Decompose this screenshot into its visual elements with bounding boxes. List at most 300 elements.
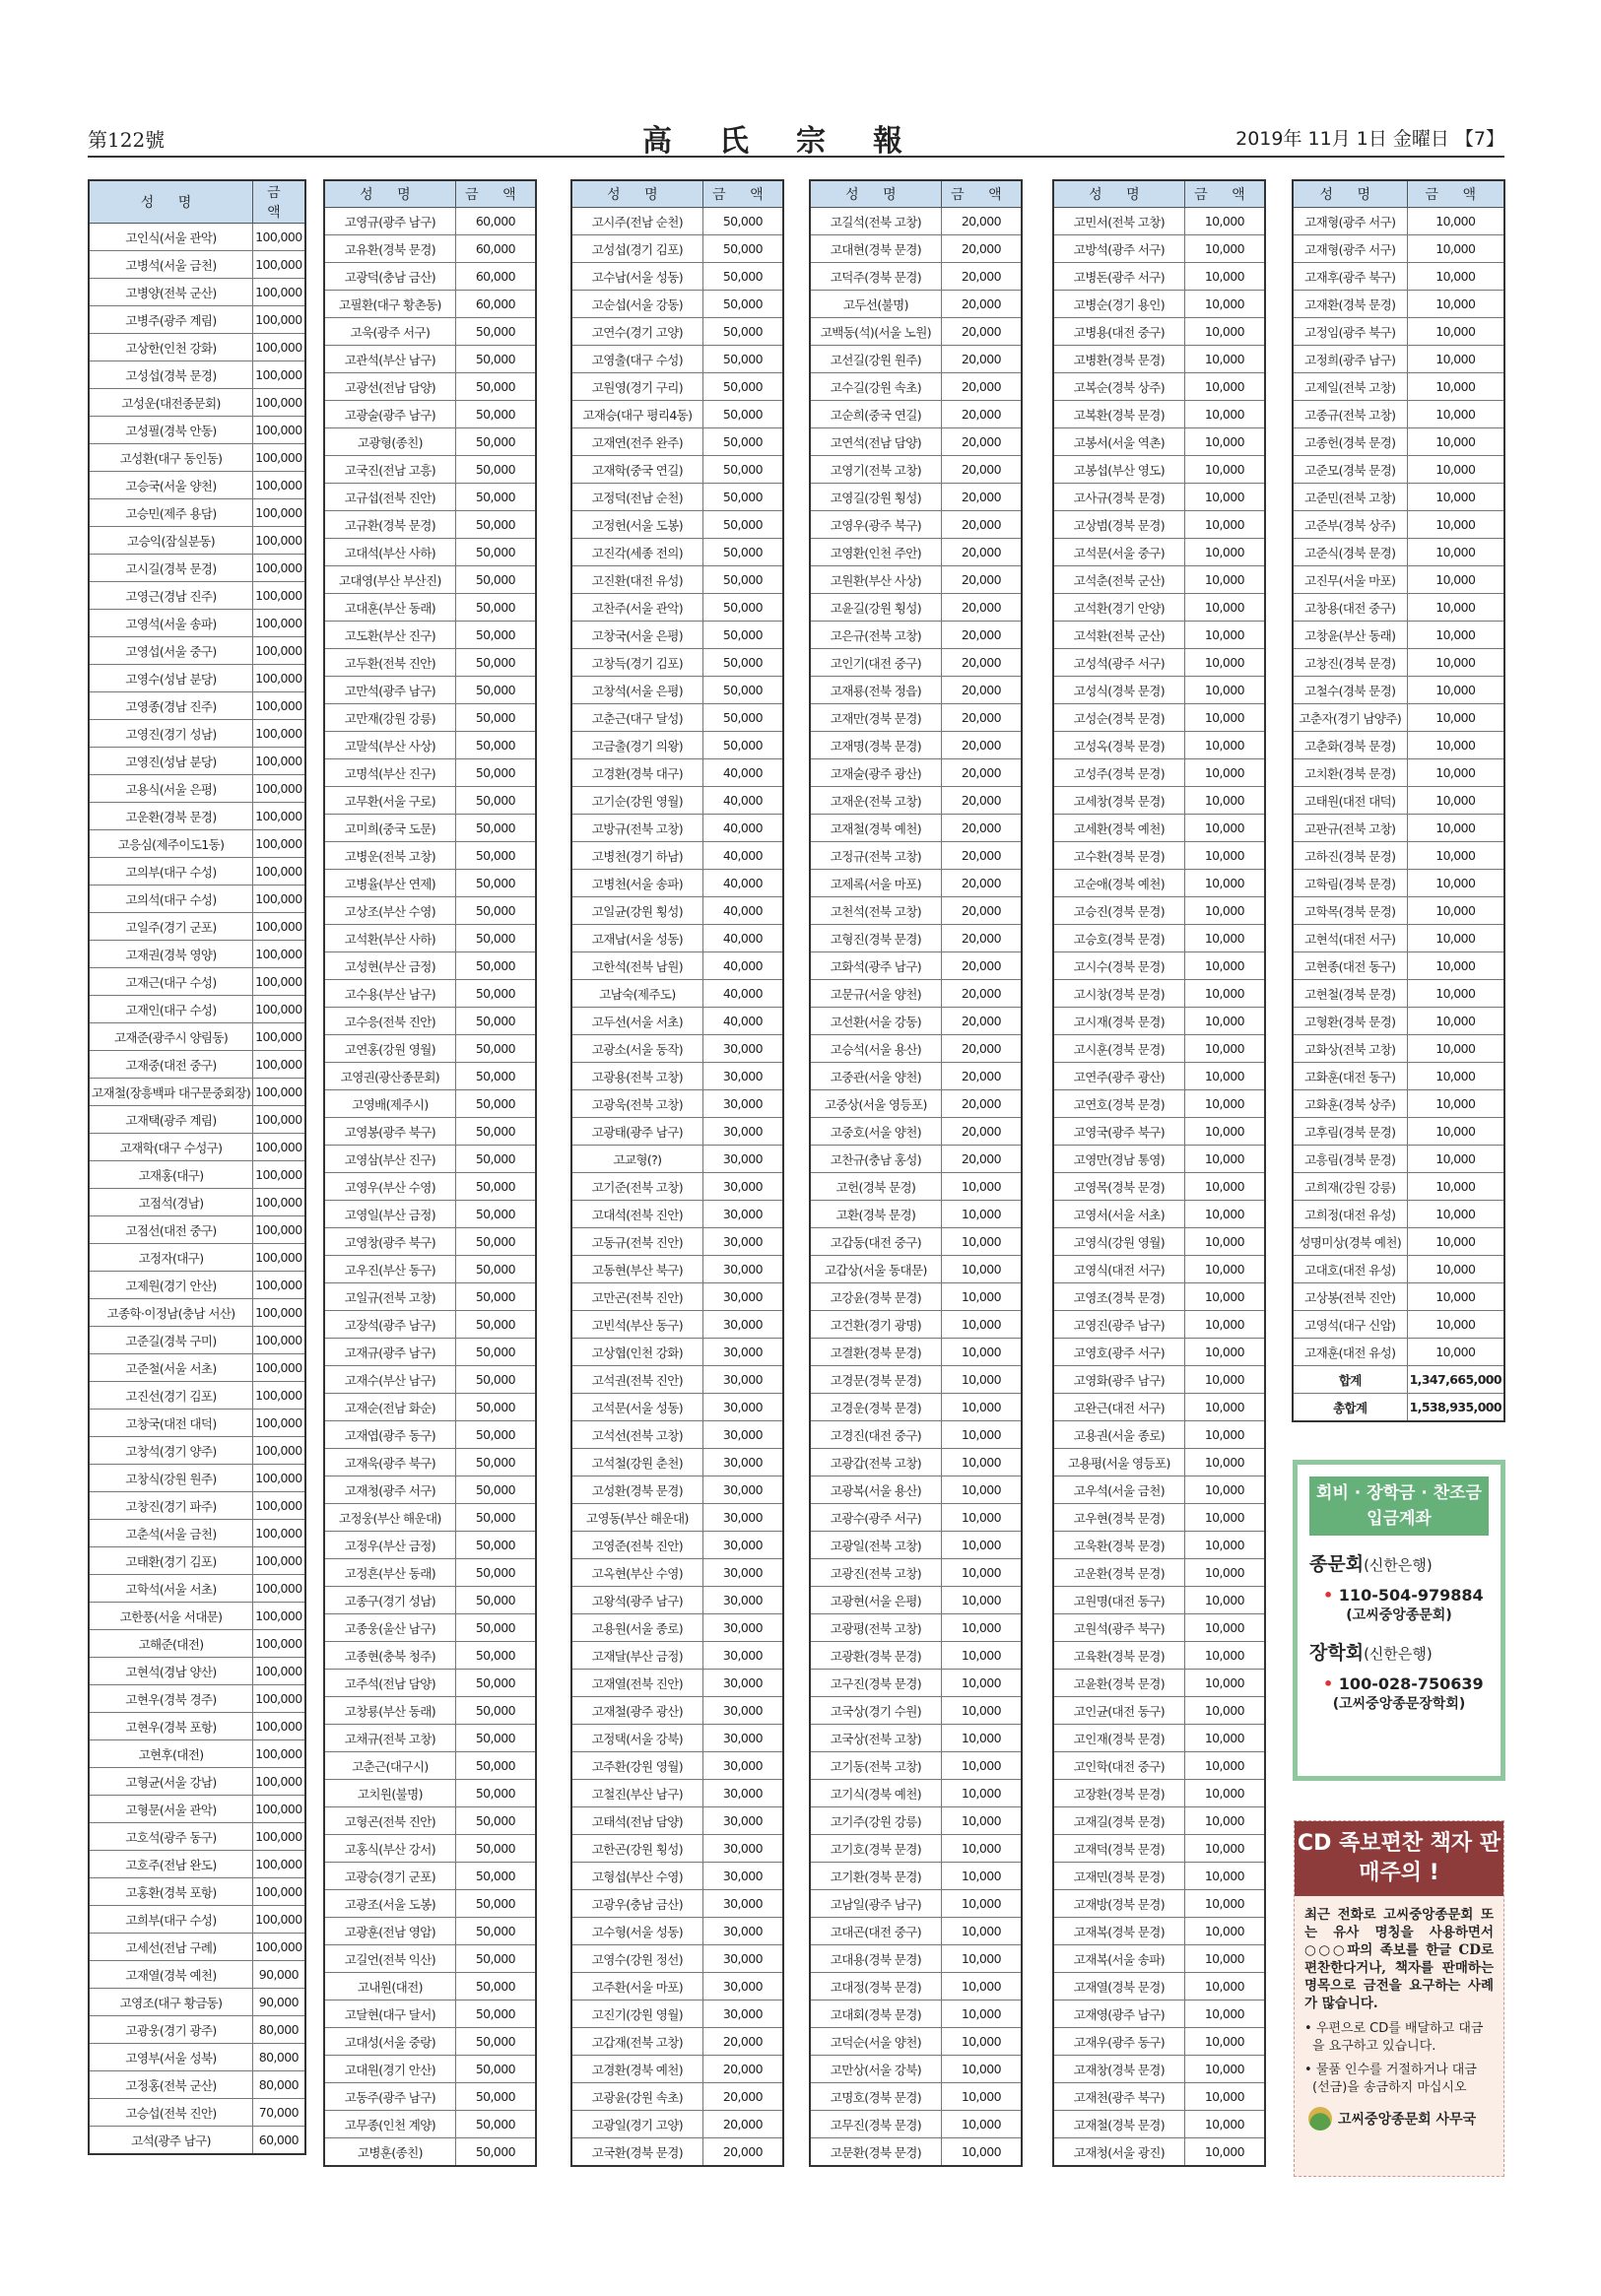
donation-amount: 10,000 [1184, 677, 1265, 704]
table-row [810, 428, 1022, 456]
table-row [1053, 1835, 1265, 1863]
donation-amount: 100,000 [253, 279, 305, 306]
table-row [324, 1945, 536, 1973]
donation-amount: 10,000 [1184, 428, 1265, 456]
donor-name: 고종학·이정남(충남 서산) [89, 1299, 253, 1327]
donor-name: 고춘자(경기 남양주) [1293, 704, 1407, 732]
table-row [1053, 704, 1265, 732]
table-row [324, 1146, 536, 1173]
donation-amount: 10,000 [1184, 842, 1265, 870]
donor-name: 고용식(서울 은평) [89, 775, 253, 803]
donor-name: 고인기(대전 중구) [810, 649, 941, 677]
donor-name: 고병양(전북 군산) [89, 279, 253, 306]
donation-amount: 10,000 [1184, 1945, 1265, 1973]
donation-amount: 10,000 [941, 2083, 1022, 2111]
donation-amount: 100,000 [253, 306, 305, 334]
donation-amount: 10,000 [1184, 1090, 1265, 1118]
header-amount: 금 액 [702, 180, 783, 208]
table-row [1053, 2001, 1265, 2028]
table-row [324, 759, 536, 787]
donor-name: 고국환(경북 문경) [571, 2138, 702, 2167]
donor-name: 고승석(서울 용산) [810, 1035, 941, 1063]
donation-amount: 10,000 [941, 2056, 1022, 2083]
donor-name: 고영준(전북 진안) [571, 1532, 702, 1559]
donor-name: 고성옥(경북 문경) [1053, 732, 1184, 759]
donor-name: 고광술(광주 남구) [324, 401, 455, 428]
table-row [571, 1614, 783, 1642]
donation-amount: 10,000 [1184, 1973, 1265, 2001]
table-row [810, 1890, 1022, 1918]
donation-amount: 10,000 [1184, 263, 1265, 291]
table-row [1053, 1890, 1265, 1918]
donor-name: 고춘근(대구시) [324, 1752, 455, 1780]
table-row [571, 787, 783, 815]
donor-name: 고광윤(강원 속초) [571, 2083, 702, 2111]
donor-table-column [88, 179, 301, 2155]
table-row [810, 1835, 1022, 1863]
table-row [571, 263, 783, 291]
donor-name: 고광훈(전남 영암) [324, 1918, 455, 1945]
table-row [89, 996, 305, 1023]
donation-amount: 20,000 [941, 318, 1022, 346]
table-row [810, 1780, 1022, 1807]
donor-name: 고재수(부산 남구) [324, 1366, 455, 1394]
donation-amount: 30,000 [702, 1228, 783, 1256]
table-row [1293, 732, 1504, 759]
donor-name: 고연홍(강원 영월) [324, 1035, 455, 1063]
table-row [571, 456, 783, 484]
donor-name: 고홍식(부산 강서) [324, 1835, 455, 1863]
donation-amount: 50,000 [455, 2028, 536, 2056]
table-row [1053, 2138, 1265, 2167]
donation-amount: 100,000 [253, 1796, 305, 1823]
donation-amount: 10,000 [1184, 1642, 1265, 1670]
donation-amount: 60,000 [455, 208, 536, 235]
donation-amount: 50,000 [455, 952, 536, 980]
donor-name: 고무종(인천 계양) [324, 2111, 455, 2138]
table-row [571, 759, 783, 787]
table-row [810, 925, 1022, 952]
donation-amount: 100,000 [253, 941, 305, 968]
table-row [324, 1890, 536, 1918]
donation-amount: 20,000 [941, 1146, 1022, 1173]
table-row [1053, 346, 1265, 373]
donor-name: 고주환(서울 마포) [571, 1973, 702, 2001]
donor-name: 고정자(대구) [89, 1244, 253, 1272]
table-row [810, 235, 1022, 263]
donor-name: 고영진(경기 성남) [89, 720, 253, 748]
donor-name: 고복환(경북 문경) [1053, 401, 1184, 428]
donor-name: 고용평(서울 영등포) [1053, 1449, 1184, 1476]
donation-amount: 50,000 [455, 925, 536, 952]
table-row [571, 1201, 783, 1228]
donor-name: 고영환(인천 주안) [810, 539, 941, 566]
donor-name: 고육환(경북 문경) [1053, 1642, 1184, 1670]
account-holder: (고씨중앙종문장학회) [1332, 1696, 1466, 1712]
donor-name: 고수남(서울 성동) [571, 263, 702, 291]
table-row [571, 1118, 783, 1146]
table-row [89, 1906, 305, 1934]
table-row [1053, 539, 1265, 566]
donor-name: 고광태(광주 남구) [571, 1118, 702, 1146]
donation-amount: 40,000 [702, 815, 783, 842]
donation-amount: 20,000 [941, 566, 1022, 594]
table-row [1053, 1918, 1265, 1945]
donor-name: 고수환(경북 문경) [1053, 842, 1184, 870]
table-row [1293, 1339, 1504, 1366]
table-row [810, 1394, 1022, 1421]
donor-name: 고재복(경북 문경) [1053, 1918, 1184, 1945]
donor-name: 고진각(세종 전의) [571, 539, 702, 566]
donor-name: 고형곤(전북 진안) [324, 1807, 455, 1835]
donor-name: 고병천(경기 하남) [571, 842, 702, 870]
donor-name: 고기호(경북 문경) [810, 1835, 941, 1863]
table-row [810, 1090, 1022, 1118]
donor-name: 고기환(경북 문경) [810, 1863, 941, 1890]
table-row [89, 1823, 305, 1851]
donor-name: 고동주(광주 남구) [324, 2083, 455, 2111]
donor-name: 고광덕(충남 금산) [324, 263, 455, 291]
donation-amount: 50,000 [455, 1173, 536, 1201]
donation-amount: 30,000 [702, 1532, 783, 1559]
table-row [571, 235, 783, 263]
donor-name: 고시창(경북 문경) [1053, 980, 1184, 1008]
table-row [89, 1547, 305, 1575]
donor-name: 고영섭(서울 중구) [89, 637, 253, 665]
donor-name: 고광일(경기 고양) [571, 2111, 702, 2138]
donation-amount: 70,000 [253, 2099, 305, 2127]
table-row [810, 401, 1022, 428]
table-row [89, 444, 305, 472]
donation-amount: 10,000 [1407, 539, 1504, 566]
donor-name: 고현우(경북 경주) [89, 1685, 253, 1713]
donation-amount: 50,000 [455, 759, 536, 787]
table-row [324, 1063, 536, 1090]
donor-name: 고성석(광주 서구) [1053, 649, 1184, 677]
table-row [324, 428, 536, 456]
table-row [571, 373, 783, 401]
total-amount: 1,347,665,000 [1407, 1366, 1504, 1394]
table-row [89, 968, 305, 996]
table-row [324, 539, 536, 566]
donor-name: 고광용(전북 고창) [571, 1063, 702, 1090]
donation-amount: 20,000 [941, 484, 1022, 511]
donation-amount: 50,000 [455, 1449, 536, 1476]
table-row [571, 732, 783, 759]
donor-name: 고강윤(경북 문경) [810, 1283, 941, 1311]
donation-amount: 20,000 [941, 622, 1022, 649]
donation-amount: 100,000 [253, 1161, 305, 1189]
donor-name: 고승국(서울 양천) [89, 472, 253, 499]
donor-name: 고영종(경남 진주) [89, 692, 253, 720]
table-row [89, 1161, 305, 1189]
donor-name: 고창진(경기 파주) [89, 1492, 253, 1520]
donor-name: 고석문(서울 성동) [571, 1394, 702, 1421]
donor-name: 고운환(경북 문경) [89, 803, 253, 830]
table-row [810, 1339, 1022, 1366]
donation-amount: 20,000 [941, 842, 1022, 870]
donor-name: 고성주(경북 문경) [1053, 759, 1184, 787]
donor-name: 고광수(광주 서구) [810, 1504, 941, 1532]
table-row [1053, 1366, 1265, 1394]
donation-amount: 100,000 [253, 1575, 305, 1603]
table-row [571, 870, 783, 897]
table-row [1053, 208, 1265, 235]
donor-name: 고대훈(부산 동래) [324, 594, 455, 622]
donor-name: 고인학(대전 중구) [1053, 1752, 1184, 1780]
donation-amount: 20,000 [941, 208, 1022, 235]
donor-name: 고춘근(대구 달성) [571, 704, 702, 732]
donation-amount: 100,000 [253, 1713, 305, 1740]
table-row [1053, 1752, 1265, 1780]
donor-name: 고만재(강원 강릉) [324, 704, 455, 732]
donor-name: 고광선(전남 담양) [324, 373, 455, 401]
donation-amount: 10,000 [1184, 594, 1265, 622]
table-row [324, 346, 536, 373]
account-box-title: 회비 · 장학금 · 찬조금 입금계좌 [1309, 1476, 1489, 1536]
table-row [571, 677, 783, 704]
table-row [1293, 318, 1504, 346]
donation-amount: 10,000 [1184, 622, 1265, 649]
table-row [1293, 1090, 1504, 1118]
donation-amount: 50,000 [702, 401, 783, 428]
donor-name: 고후림(경북 문경) [1293, 1118, 1407, 1146]
donation-amount: 50,000 [455, 428, 536, 456]
table-row [89, 1989, 305, 2016]
donor-name: 고금출(경기 의왕) [571, 732, 702, 759]
table-row [1053, 1973, 1265, 2001]
donation-amount: 100,000 [253, 389, 305, 417]
donor-name: 고민서(전북 고창) [1053, 208, 1184, 235]
donation-amount: 10,000 [941, 1449, 1022, 1476]
donation-amount: 50,000 [455, 1752, 536, 1780]
table-row [1053, 1725, 1265, 1752]
donor-name: 고광갑(전북 고창) [810, 1449, 941, 1476]
donation-amount: 20,000 [941, 1008, 1022, 1035]
donation-amount: 100,000 [253, 720, 305, 748]
table-row [571, 1752, 783, 1780]
donor-name: 고의석(대구 수성) [89, 886, 253, 913]
donor-name: 고광승(경기 군포) [324, 1863, 455, 1890]
donor-name: 고철진(부산 남구) [571, 1780, 702, 1807]
table-row [810, 1559, 1022, 1587]
donor-name: 고남일(광주 남구) [810, 1890, 941, 1918]
table-header [1293, 180, 1504, 208]
table-row [810, 594, 1022, 622]
donor-name: 고종규(전북 고창) [1293, 401, 1407, 428]
bank-name: (신한은행) [1364, 1556, 1433, 1574]
table-row [1053, 1256, 1265, 1283]
donor-name: 고헌(경북 문경) [810, 1173, 941, 1201]
donation-amount: 30,000 [702, 1863, 783, 1890]
donor-name: 고일규(전북 고창) [324, 1283, 455, 1311]
donor-name: 고재규(광주 남구) [324, 1339, 455, 1366]
donor-name: 고주환(강원 영월) [571, 1752, 702, 1780]
donation-amount: 100,000 [253, 1906, 305, 1934]
donor-name: 고유환(경북 문경) [324, 235, 455, 263]
donation-amount: 50,000 [455, 1614, 536, 1642]
table-row [89, 941, 305, 968]
table-row [571, 622, 783, 649]
donation-amount: 50,000 [455, 1283, 536, 1311]
donor-name: 고길석(전북 고창) [810, 208, 941, 235]
donation-amount: 10,000 [941, 1228, 1022, 1256]
table-row [324, 1835, 536, 1863]
donor-name: 고은규(전북 고창) [810, 622, 941, 649]
table-row [571, 1394, 783, 1421]
donor-name: 고상범(경북 문경) [1053, 511, 1184, 539]
table-row [571, 1366, 783, 1394]
donation-amount: 10,000 [1184, 456, 1265, 484]
donation-amount: 10,000 [1407, 677, 1504, 704]
donor-name: 고무진(경북 문경) [810, 2111, 941, 2138]
table-row [89, 334, 305, 361]
donation-amount: 10,000 [1184, 373, 1265, 401]
table-row [324, 1725, 536, 1752]
table-row [571, 1421, 783, 1449]
table-row [324, 1449, 536, 1476]
table-row [89, 2127, 305, 2155]
table-row [571, 704, 783, 732]
table-row [810, 1008, 1022, 1035]
table-row [1053, 594, 1265, 622]
donation-amount: 100,000 [253, 665, 305, 692]
donation-amount: 20,000 [941, 649, 1022, 677]
donation-amount: 20,000 [941, 263, 1022, 291]
table-row [571, 539, 783, 566]
donation-amount: 30,000 [702, 1201, 783, 1228]
donation-amount: 50,000 [702, 373, 783, 401]
donation-amount: 100,000 [253, 582, 305, 610]
donation-amount: 50,000 [455, 1366, 536, 1394]
newspaper-title: 高氏宗報 [642, 124, 950, 159]
donor-name: 고성현(부산 금정) [324, 952, 455, 980]
table-row [324, 1504, 536, 1532]
table-row [89, 224, 305, 251]
table-row [810, 1504, 1022, 1532]
table-row [571, 649, 783, 677]
donor-name: 고백동(석)(서울 노원) [810, 318, 941, 346]
donor-name: 고영식(강원 영월) [1053, 1228, 1184, 1256]
donation-amount: 10,000 [1407, 1311, 1504, 1339]
donor-name: 고대회(경북 문경) [810, 2001, 941, 2028]
donation-amount: 10,000 [1407, 732, 1504, 759]
donor-name: 고창득(경기 김포) [571, 649, 702, 677]
donor-name: 고현철(경북 문경) [1293, 980, 1407, 1008]
donation-amount: 80,000 [253, 2016, 305, 2044]
table-row [1053, 1504, 1265, 1532]
table-row [571, 1283, 783, 1311]
table-row [810, 2028, 1022, 2056]
table-row [89, 1079, 305, 1106]
donor-name: 고인재(경북 문경) [1053, 1725, 1184, 1752]
table-row [1053, 428, 1265, 456]
donation-amount: 20,000 [702, 2111, 783, 2138]
donation-amount: 100,000 [253, 1189, 305, 1216]
table-row [1053, 1614, 1265, 1642]
donation-amount: 20,000 [941, 594, 1022, 622]
donor-name: 고대곤(대전 중구) [810, 1918, 941, 1945]
donation-amount: 20,000 [702, 2056, 783, 2083]
donation-amount: 10,000 [1184, 401, 1265, 428]
donor-name: 고대정(경북 문경) [810, 1973, 941, 2001]
table-row [324, 1311, 536, 1339]
table-row [324, 2138, 536, 2167]
donor-name: 고찬주(서울 관악) [571, 594, 702, 622]
donor-name: 고인식(서울 관악) [89, 224, 253, 251]
donation-amount: 10,000 [941, 1614, 1022, 1642]
donation-amount: 10,000 [1184, 1201, 1265, 1228]
table-row [89, 1878, 305, 1906]
donation-amount: 10,000 [1184, 925, 1265, 952]
table-row [1053, 1697, 1265, 1725]
donor-name: 고경환(경북 예천) [571, 2056, 702, 2083]
donor-name: 고재철(광주 광산) [571, 1697, 702, 1725]
donor-name: 고정규(전북 고창) [810, 842, 941, 870]
table-row [571, 208, 783, 235]
donor-name: 고형균(서울 강남) [89, 1768, 253, 1796]
table-row [810, 815, 1022, 842]
donation-amount: 50,000 [455, 1725, 536, 1752]
table-row [810, 1807, 1022, 1835]
donor-name: 고상협(인천 강화) [571, 1339, 702, 1366]
account-org [1309, 1638, 1489, 1665]
donation-amount: 40,000 [702, 1008, 783, 1035]
donation-amount: 20,000 [941, 539, 1022, 566]
donation-amount: 50,000 [455, 1670, 536, 1697]
donation-amount: 100,000 [253, 361, 305, 389]
table-row [324, 1918, 536, 1945]
donation-amount: 80,000 [253, 2044, 305, 2071]
donor-name: 고창용(대전 중구) [1293, 594, 1407, 622]
donor-table-column [1292, 179, 1505, 1422]
donor-name: 고영진(성남 분당) [89, 748, 253, 775]
donor-name: 고제원(경기 안산) [89, 1272, 253, 1299]
donor-name: 고진기(강원 영월) [571, 2001, 702, 2028]
donor-name: 고기순(강원 영월) [571, 787, 702, 815]
donor-name: 고봉서(서울 역촌) [1053, 428, 1184, 456]
table-row [324, 952, 536, 980]
table-row [571, 1835, 783, 1863]
table-row [324, 677, 536, 704]
table-row [571, 1173, 783, 1201]
table-row [1293, 1283, 1504, 1311]
donation-amount: 10,000 [941, 1725, 1022, 1752]
donor-name: 고완근(대전 서구) [1053, 1394, 1184, 1421]
donation-amount: 30,000 [702, 1146, 783, 1173]
donation-amount: 20,000 [941, 235, 1022, 263]
donation-amount: 10,000 [1184, 704, 1265, 732]
donor-name: 고재열(경북 예천) [89, 1961, 253, 1989]
donation-amount: 90,000 [253, 1961, 305, 1989]
donor-name: 고진선(경기 김포) [89, 1382, 253, 1410]
table-row [324, 1780, 536, 1807]
donor-name: 고재연(전주 완주) [571, 428, 702, 456]
donor-name: 고영일(부산 금정) [324, 1201, 455, 1228]
donor-name: 고문환(경북 문경) [810, 2138, 941, 2167]
donor-name: 고원석(광주 북구) [1053, 1614, 1184, 1642]
donation-amount: 20,000 [941, 456, 1022, 484]
table-row [324, 1201, 536, 1228]
donation-amount: 50,000 [702, 539, 783, 566]
table-row [1293, 594, 1504, 622]
total-row [1293, 1394, 1504, 1422]
donation-amount: 10,000 [1184, 208, 1265, 235]
donor-name: 고학목(경북 문경) [1293, 897, 1407, 925]
donation-amount: 50,000 [455, 2001, 536, 2028]
donor-name: 고준철(서울 서초) [89, 1354, 253, 1382]
table-row [1053, 787, 1265, 815]
